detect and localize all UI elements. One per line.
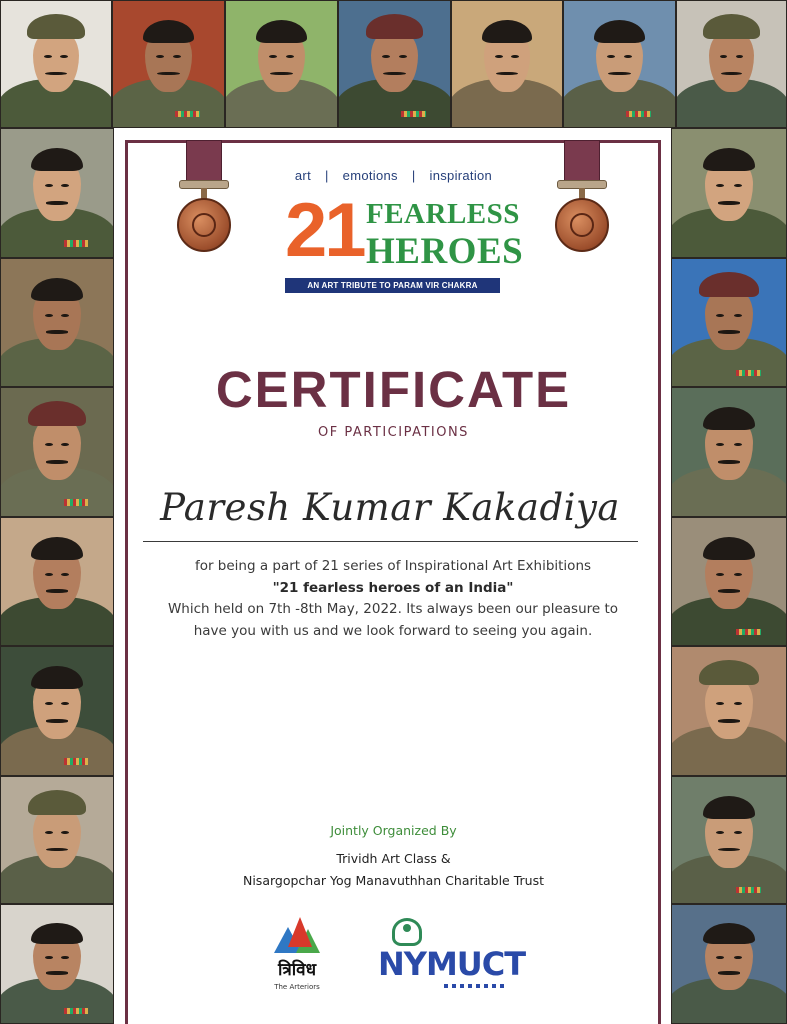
- hero-portrait: [451, 0, 563, 128]
- recipient-name: Paresh Kumar Kakadiya: [160, 486, 620, 529]
- nymuct-logo: [378, 918, 526, 994]
- organizer-line-2: Nisargopchar Yog Manavuthhan Charitable Trust: [242, 873, 544, 888]
- hero-portrait: [225, 0, 338, 128]
- signature-line: [143, 541, 638, 542]
- logo-word-heroes: HEROES: [366, 231, 524, 272]
- body-line-1: for being a part of 21 series of Inspirational Art Exhibitions: [194, 558, 592, 574]
- exhibition-title: "21 fearless heroes of an India": [272, 580, 514, 596]
- tagline-art: art: [294, 168, 311, 183]
- tagline-emotions: emotions: [342, 168, 398, 183]
- hero-portrait: [0, 128, 114, 258]
- hero-portrait: [671, 646, 787, 776]
- logo-word-fearless: FEARLESS: [366, 198, 520, 230]
- tagline-inspiration: inspiration: [429, 168, 493, 183]
- medal-icon: [551, 140, 613, 260]
- tagline-separator: |: [324, 168, 329, 183]
- hero-portrait: [676, 0, 787, 128]
- trividh-logo-text: त्रिविध: [277, 960, 317, 980]
- certificate-title: CERTIFICATE: [215, 361, 572, 418]
- logo-number: 21: [285, 188, 364, 273]
- hero-portrait: [0, 0, 112, 128]
- hero-portrait: [0, 904, 114, 1024]
- logo-banner: AN ART TRIBUTE TO PARAM VIR CHAKRA AWARDEES: [285, 278, 500, 293]
- tagline: [0, 168, 787, 183]
- hero-portrait: [563, 0, 676, 128]
- trividh-logo-tagline: The Arteriors: [274, 983, 320, 991]
- tagline-separator: |: [411, 168, 416, 183]
- hero-portrait: [671, 904, 787, 1024]
- body-line-4: have you with us and we look forward to seeing you again.: [193, 623, 593, 639]
- lotus-icon: [392, 918, 422, 946]
- hero-portrait: [671, 517, 787, 646]
- hero-portrait: [338, 0, 451, 128]
- medal-icon: [173, 140, 235, 260]
- organizer-line-1: Trividh Art Class &: [336, 851, 451, 866]
- hero-portrait: [112, 0, 225, 128]
- hero-portrait: [0, 517, 114, 646]
- certificate-subtitle: OF PARTICIPATIONS: [318, 425, 469, 440]
- trividh-logo: [262, 913, 332, 998]
- organized-heading: Jointly Organized By: [330, 823, 457, 838]
- nymuct-logo-text: NYMUCT: [378, 945, 526, 983]
- hero-portrait: [0, 646, 114, 776]
- body-line-3: Which held on 7th -8th May, 2022. Its always been our pleasure to: [167, 601, 619, 617]
- hero-portrait: [671, 128, 787, 258]
